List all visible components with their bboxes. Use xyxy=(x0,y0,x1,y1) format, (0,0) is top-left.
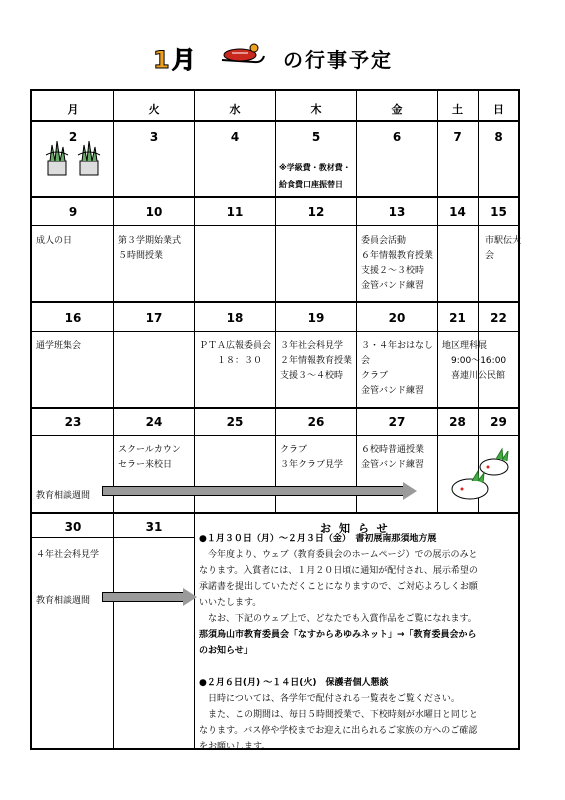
day-number: 21 xyxy=(449,311,466,325)
col-divider xyxy=(194,91,195,512)
weekday-fri: 金 xyxy=(391,103,403,116)
event-text: 教育相談週間 xyxy=(36,491,91,501)
notice-line: ●１月３０日（月）～２月３日（金） 書初展南那須地方展 xyxy=(199,534,437,544)
day-number: 15 xyxy=(490,205,507,219)
day-number: 12 xyxy=(307,205,325,219)
notice-line: また、この期間は、毎日５時間授業で、下校時刻が水曜日と同じと xyxy=(199,710,478,720)
day-number: 27 xyxy=(388,415,406,429)
day-number: 24 xyxy=(145,415,163,429)
day-number: 28 xyxy=(449,415,466,429)
event-text: ６校時普通授業 金管バンド練習 xyxy=(361,445,425,470)
weekday-wed: 水 xyxy=(229,103,241,116)
day-number: 19 xyxy=(307,311,325,325)
day-number: 22 xyxy=(490,311,507,325)
day-number: 16 xyxy=(64,311,82,325)
day-number: 11 xyxy=(226,205,244,219)
event-text: 教育相談週間 xyxy=(36,596,91,606)
event-text: 通学班集会 xyxy=(36,341,82,351)
notice-line: 日時については、各学年で配付される一覧表をご覧ください。 xyxy=(199,694,460,704)
day-number: 5 xyxy=(311,130,321,144)
day-number: 3 xyxy=(149,130,159,144)
notice-line: なお、下記のウェブ上で、どなたでも入賞作品をご覧になれます。 xyxy=(199,614,477,624)
event-text: 地区理科展 9:00～16:00 喜連川公民館 xyxy=(442,341,507,381)
day-number: 7 xyxy=(453,130,462,144)
col-divider xyxy=(113,91,114,512)
col-divider xyxy=(275,91,276,512)
kadomatsu-icon xyxy=(44,141,104,177)
event-text: スクールカウン セラー来校日 xyxy=(118,445,181,470)
day-number: 25 xyxy=(226,415,244,429)
day-number: 18 xyxy=(226,311,244,325)
event-text: 市駅伝大 会 xyxy=(485,236,522,261)
notice-line: なります。入賞者には、１月２０日頃に通知が配付され、展示希望の xyxy=(199,566,478,576)
day-number: 6 xyxy=(392,130,402,144)
period-arrow xyxy=(102,486,403,496)
day-number: 17 xyxy=(145,311,163,325)
weekday-sat: 土 xyxy=(452,103,463,116)
page-title: の行事予定 xyxy=(283,48,393,72)
notice-line: をお願いします。 xyxy=(199,742,271,752)
day-number: 31 xyxy=(145,520,163,534)
event-text: ※学級費・教材費・ 給食費口座振替日 xyxy=(279,163,351,189)
page-header xyxy=(0,38,565,74)
notice-line: ●２月６日(月) ～１４日(火) 保護者個人懇談 xyxy=(199,678,389,688)
col-divider xyxy=(194,512,195,748)
day-number: 2 xyxy=(68,130,78,144)
day-number: 29 xyxy=(490,415,507,429)
day-number: 13 xyxy=(388,205,406,219)
notice-line: のお知らせ」 xyxy=(199,646,253,656)
notice-line: 承諾書を提出していただくことになりますので、ご対応よろしくお願 xyxy=(199,582,478,592)
event-text: ＰＴＡ広報委員会 １８：３０ xyxy=(199,341,272,366)
weekday-thu: 木 xyxy=(310,103,322,116)
day-number: 10 xyxy=(145,205,163,219)
col-divider xyxy=(113,512,114,748)
day-number: 9 xyxy=(68,205,78,219)
notice-line: 今年度より、ウェブ（教育委員会のホームページ）での展示のみと xyxy=(199,550,478,560)
month-label: 1月 xyxy=(153,46,198,74)
col-divider xyxy=(437,91,438,512)
col-divider xyxy=(356,91,357,512)
notice-title: お知らせ xyxy=(320,522,396,535)
day-number: 26 xyxy=(307,415,325,429)
event-text: 委員会活動 ６年情報教育授業 支援２～３校時 金管バンド練習 xyxy=(361,236,434,291)
day-number: 30 xyxy=(64,520,82,534)
day-number: 20 xyxy=(388,311,406,325)
day-number: 23 xyxy=(64,415,82,429)
event-text: ３・４年おはなし 会 クラブ 金管バンド練習 xyxy=(361,341,434,396)
day-number: 4 xyxy=(230,130,240,144)
weekday-sun: 日 xyxy=(493,103,504,116)
calendar-table xyxy=(30,89,520,750)
day-number: 14 xyxy=(449,205,466,219)
sled-icon xyxy=(218,42,268,70)
event-text: クラブ ３年クラブ見学 xyxy=(280,445,344,470)
notice-line: 那須烏山市教育委員会「なすからあゆみネット」→「教育委員会から xyxy=(199,630,477,640)
snow-rabbit-icon xyxy=(448,445,516,505)
notice-line: なります。バス停や学校までお迎えに出られるご家族の方へのご確認 xyxy=(199,726,478,736)
period-arrow xyxy=(102,592,183,602)
weekday-mon: 月 xyxy=(67,103,79,116)
notice-line: いいたします。 xyxy=(199,598,262,608)
week-divider xyxy=(32,512,518,514)
day-number: 8 xyxy=(494,130,503,144)
event-text: 第３学期始業式 ５時間授業 xyxy=(118,236,182,261)
event-text: 成人の日 xyxy=(36,236,73,246)
event-text: ３年社会科見学 ２年情報教育授業 支援３～４校時 xyxy=(280,341,353,381)
weekday-tue: 火 xyxy=(148,103,160,116)
event-text: ４年社会科見学 xyxy=(36,550,100,560)
